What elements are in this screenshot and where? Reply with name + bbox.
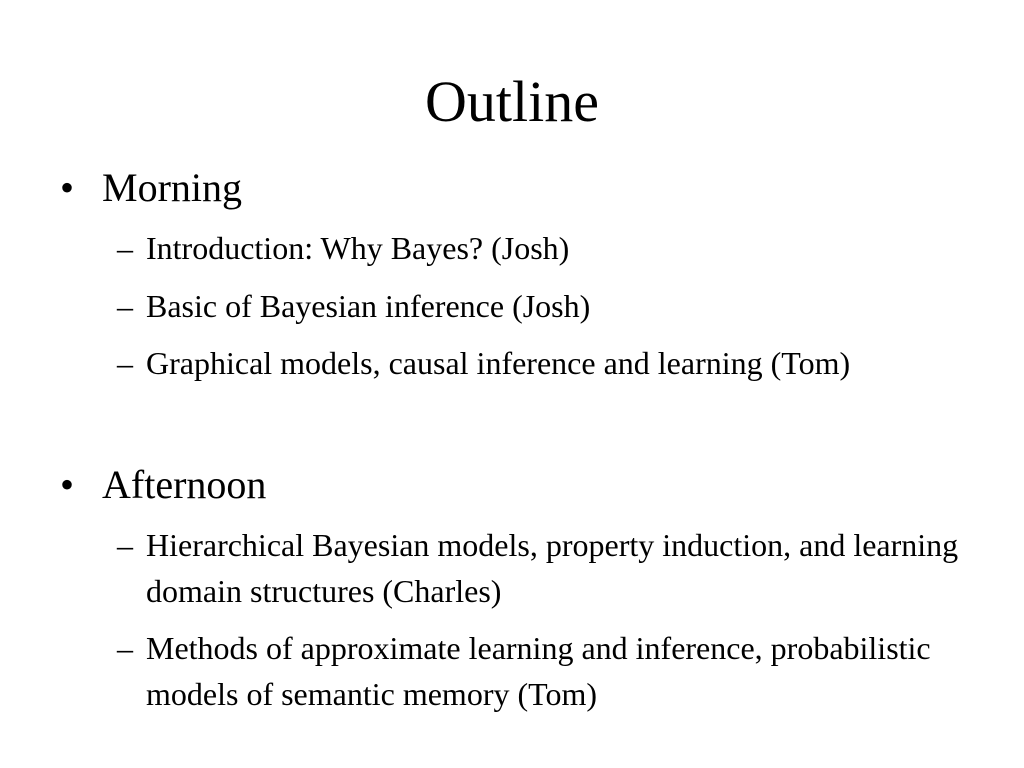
list-item-text: Hierarchical Bayesian models, property induction, and learning domain structures (Charles) (146, 527, 959, 609)
bullet-icon: • (60, 165, 75, 210)
bullet-icon: • (60, 462, 75, 507)
section-morning (0, 163, 1024, 381)
section-heading: Morning (102, 165, 242, 210)
list-item-text: Methods of approximate learning and inference, probabilistic models of semantic memory (Tom) (146, 630, 931, 712)
bullet-row (0, 163, 1024, 213)
list-item-text: Basic of Bayesian inference (Josh) (146, 288, 591, 324)
slide-title: Outline (425, 69, 599, 134)
section-afternoon (0, 460, 1024, 712)
list-item-text: Introduction: Why Bayes? (Josh) (146, 230, 570, 266)
dash-icon: – (117, 527, 133, 563)
dash-icon: – (117, 630, 133, 666)
bullet-row (0, 460, 1024, 510)
dash-icon: – (117, 230, 133, 266)
dash-icon: – (117, 288, 133, 324)
dash-icon: – (117, 345, 133, 381)
section-heading: Afternoon (102, 462, 267, 507)
list-item-text: Graphical models, causal inference and learning (Tom) (146, 345, 851, 381)
